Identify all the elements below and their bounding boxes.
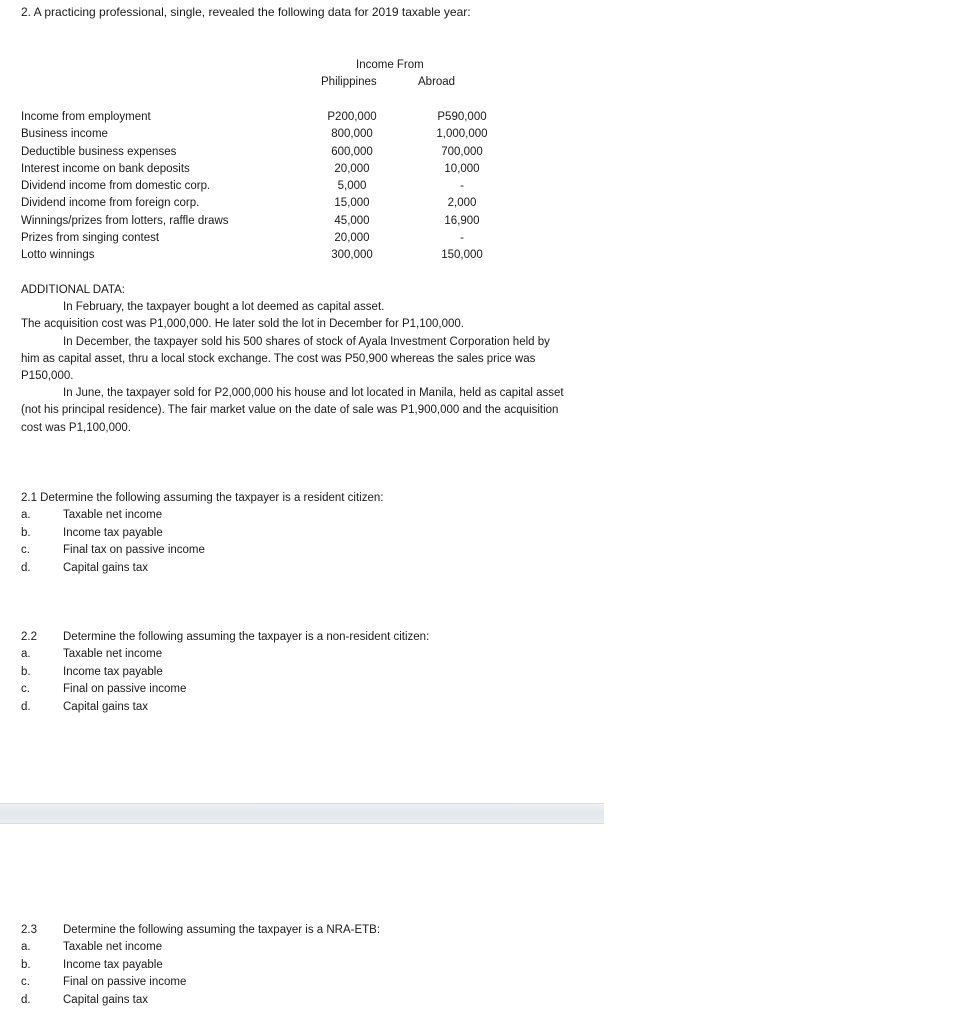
question-number: 2.2: [21, 631, 37, 643]
list-item: [21, 664, 581, 681]
table-row: [21, 213, 491, 230]
item-letter: c.: [21, 976, 30, 989]
abroad-value: 700,000: [441, 145, 483, 158]
additional-paragraph-3: In June, the taxpayer sold for P2,000,000 his house and lot located in Manila, held as capital asset (not his principal residence). The fair market value on the date of sale was P1,900,000 and the acquisition cost was P1,100,000.: [21, 387, 564, 434]
philippines-value: 600,000: [331, 145, 373, 158]
item-letter: b.: [21, 958, 31, 971]
abroad-value: 2,000: [447, 197, 477, 210]
philippines-value: 15,000: [334, 197, 370, 210]
question-title-line: [21, 629, 581, 646]
item-letter: d.: [21, 561, 31, 574]
table-row: [21, 161, 491, 178]
additional-paragraph-1-continued: The acquisition cost was P1,000,000. He later sold the lot in December for P1,100,000.: [21, 318, 465, 331]
philippines-value: 20,000: [334, 231, 370, 244]
abroad-value: 1,000,000: [436, 128, 488, 141]
table-row: [21, 144, 491, 161]
item-text: Final on passive income: [63, 976, 187, 989]
question-title: Determine the following assuming the taxpayer is a NRA-ETB:: [63, 924, 381, 936]
list-item: [21, 507, 581, 524]
row-label: Prizes from singing contest: [21, 231, 160, 244]
additional-paragraph-2: In December, the taxpayer sold his 500 shares of stock of Ayala Investment Corporation held by him as capital asset, thru a local stock exchange. The cost was P50,900 whereas the sales price was P150,000.: [21, 335, 550, 383]
item-text: Capital gains tax: [63, 993, 149, 1006]
question-2-1: [21, 490, 581, 577]
item-text: Income tax payable: [63, 526, 163, 539]
list-item: [21, 974, 581, 991]
item-text: Income tax payable: [63, 958, 163, 971]
philippines-value: 45,000: [334, 214, 370, 227]
row-label: Lotto winnings: [21, 249, 95, 261]
income-from-header: Income From: [356, 59, 424, 71]
table-row: [21, 109, 491, 126]
item-text: Taxable net income: [63, 941, 163, 954]
item-text: Taxable net income: [63, 648, 163, 661]
additional-paragraph-1: In February, the taxpayer bought a lot deemed as capital asset.: [63, 301, 385, 314]
item-text: Final on passive income: [63, 683, 187, 696]
table-row: [21, 247, 491, 264]
item-letter: d.: [21, 993, 31, 1006]
row-label: Deductible business expenses: [21, 145, 177, 158]
item-letter: c.: [21, 683, 30, 696]
item-letter: d.: [21, 700, 31, 713]
question-title-line: [21, 922, 581, 939]
additional-data-section: [21, 282, 566, 437]
question-title: Determine the following assuming the taxpayer is a non-resident citizen:: [63, 631, 430, 643]
philippines-value: 5,000: [337, 180, 367, 192]
abroad-value: -: [460, 180, 464, 192]
additional-data-heading: ADDITIONAL DATA:: [21, 284, 125, 296]
item-letter: a.: [21, 509, 31, 522]
abroad-column-header: Abroad: [418, 76, 456, 88]
list-item: [21, 957, 581, 974]
list-item: [21, 681, 581, 698]
income-table: [21, 109, 491, 264]
item-text: Capital gains tax: [63, 700, 149, 713]
row-label: Business income: [21, 128, 108, 141]
item-letter: b.: [21, 526, 31, 539]
row-label: Winnings/prizes from lotters, raffle draws: [21, 214, 229, 227]
item-letter: b.: [21, 665, 31, 678]
table-row: [21, 178, 491, 195]
question-2-2: [21, 629, 581, 716]
philippines-value: P200,000: [327, 111, 377, 123]
table-row: [21, 230, 491, 247]
philippines-column-header: Philippines: [321, 76, 377, 88]
question-title-line: [21, 490, 581, 507]
question-2-3: [21, 922, 581, 1009]
item-letter: c.: [21, 544, 30, 557]
question-title: 2. A practicing professional, single, revealed the following data for 2019 taxable year:: [21, 5, 471, 19]
list-item: [21, 939, 581, 956]
abroad-value: 150,000: [441, 249, 483, 261]
list-item: [21, 699, 581, 716]
list-item: [21, 992, 581, 1009]
abroad-value: 10,000: [444, 162, 480, 175]
list-item: [21, 646, 581, 663]
item-text: Capital gains tax: [63, 561, 149, 574]
question-title: 2.1 Determine the following assuming the taxpayer is a resident citizen:: [21, 492, 384, 504]
item-text: Taxable net income: [63, 509, 163, 522]
item-text: Income tax payable: [63, 665, 163, 678]
row-label: Income from employment: [21, 111, 151, 123]
question-number: 2.3: [21, 924, 37, 936]
table-row: [21, 195, 491, 212]
philippines-value: 300,000: [331, 249, 373, 261]
list-item: [21, 560, 581, 577]
item-text: Final tax on passive income: [63, 544, 205, 557]
philippines-value: 20,000: [334, 162, 370, 175]
philippines-value: 800,000: [331, 128, 373, 141]
item-letter: a.: [21, 941, 31, 954]
list-item: [21, 525, 581, 542]
row-label: Dividend income from foreign corp.: [21, 197, 200, 210]
abroad-value: P590,000: [437, 111, 487, 123]
abroad-value: -: [460, 231, 464, 244]
row-label: Interest income on bank deposits: [21, 162, 190, 175]
abroad-value: 16,900: [444, 214, 480, 227]
list-item: [21, 542, 581, 559]
row-label: Dividend income from domestic corp.: [21, 180, 211, 192]
page-break-divider: [0, 803, 604, 824]
table-row: [21, 126, 491, 143]
item-letter: a.: [21, 648, 31, 661]
